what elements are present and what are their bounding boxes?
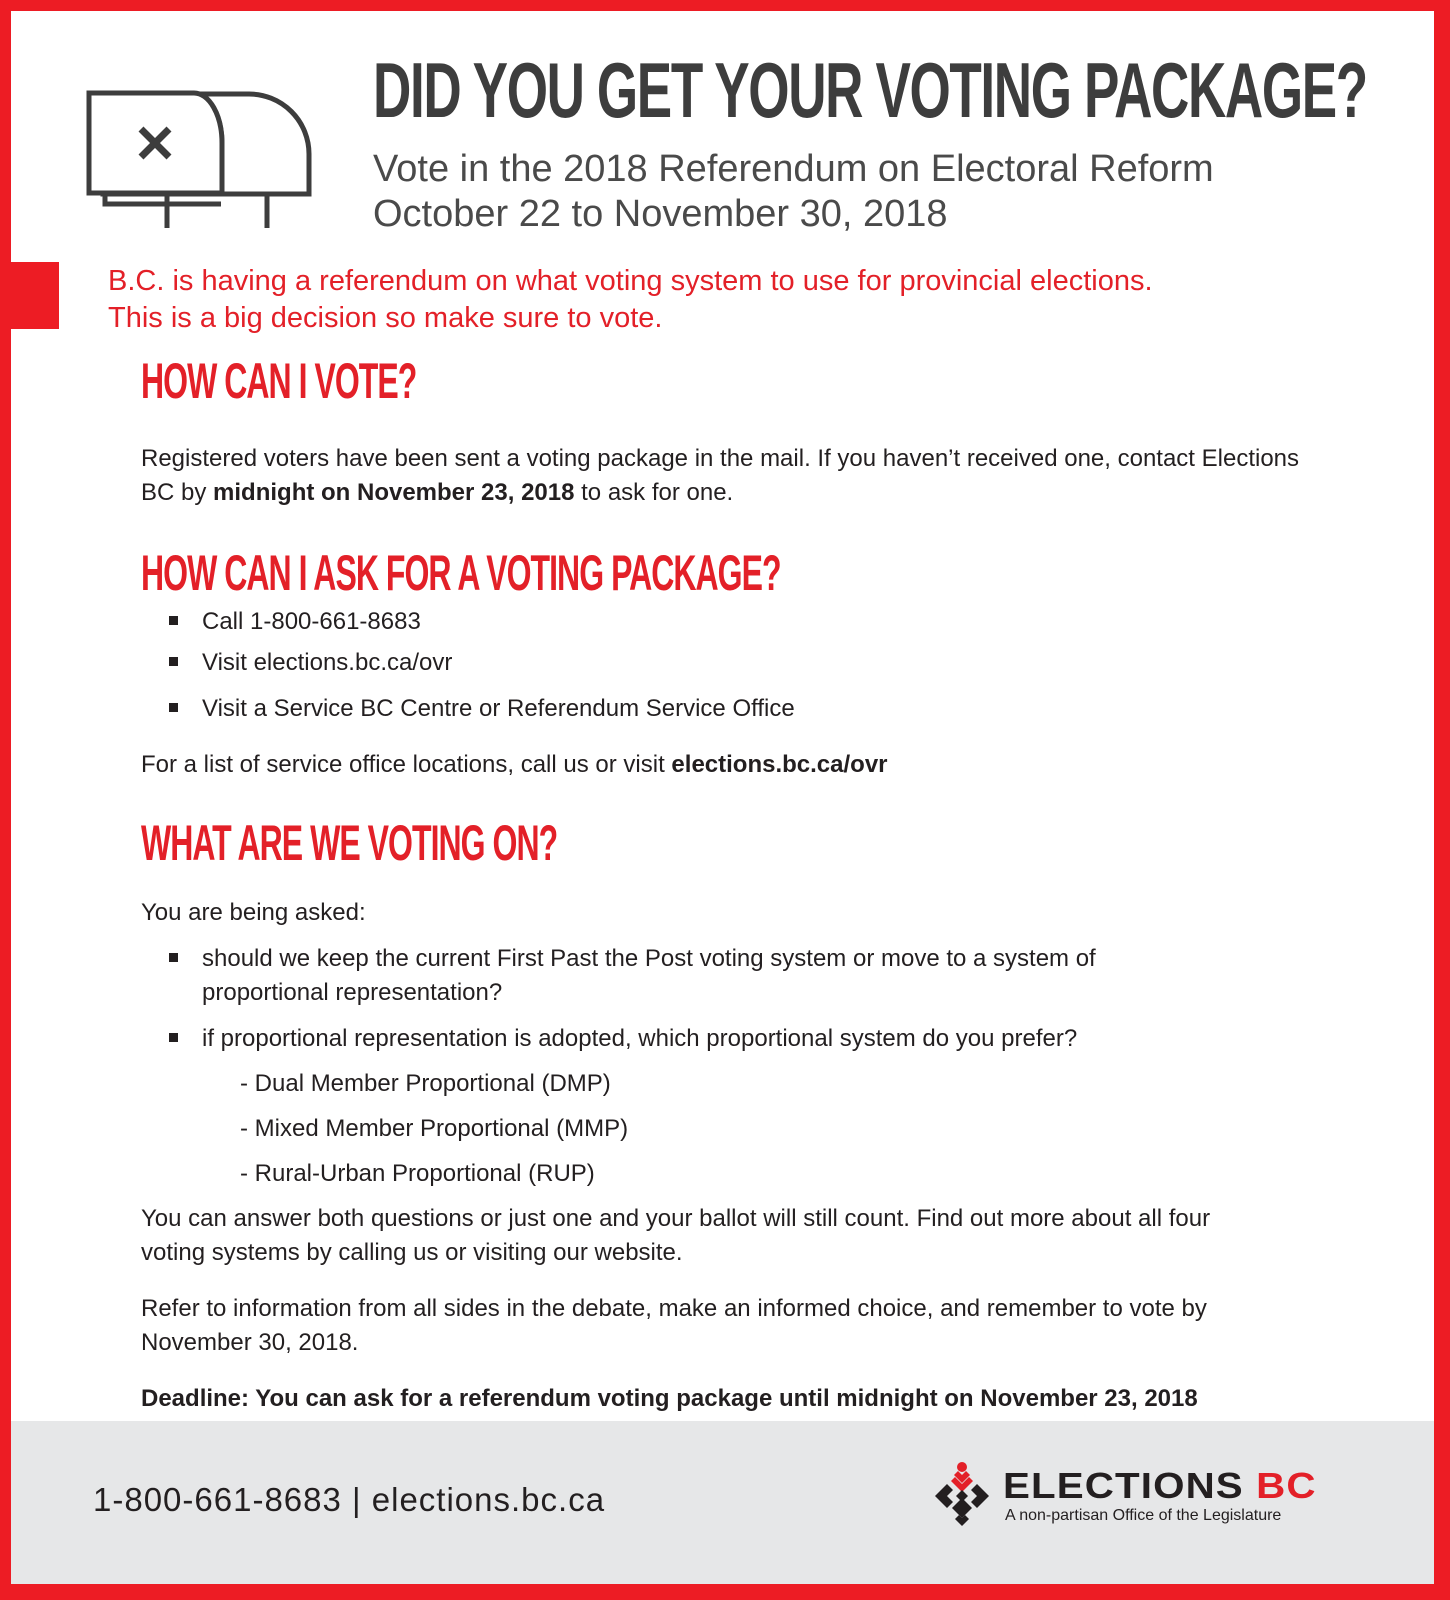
logo-word-elections: ELECTIONS xyxy=(1003,1465,1244,1506)
refer-paragraph: Refer to information from all sides in the debate, make an informed choice, and remember to vote by November 30, 2018. xyxy=(141,1295,1207,1356)
subtitle xyxy=(373,147,1214,237)
locations-text: For a list of service office locations, call us or visit xyxy=(141,751,672,778)
option-dmp: - Dual Member Proportional (DMP) xyxy=(240,1070,611,1097)
intro-line-2: This is a big decision so make sure to vote. xyxy=(108,302,663,334)
footer-bar xyxy=(11,1421,1434,1584)
footer-contact: 1-800-661-8683 | elections.bc.ca xyxy=(93,1481,606,1518)
vote-deadline-bold: midnight on November 23, 2018 xyxy=(213,479,575,506)
heading-what-voting-on: WHAT ARE WE VOTING ON? xyxy=(141,815,558,871)
red-accent-tab xyxy=(11,262,59,329)
option-rup: - Rural-Urban Proportional (RUP) xyxy=(240,1160,595,1187)
heading-how-can-i-vote: HOW CAN I VOTE? xyxy=(141,353,417,409)
elections-bc-logo-icon xyxy=(927,1461,997,1531)
logo-tagline: A non-partisan Office of the Legislature xyxy=(1005,1507,1282,1524)
answer-paragraph: You can answer both questions or just one and your ballot will still count. Find out more about all four voting systems by calling us or visiting our website. xyxy=(141,1205,1211,1266)
ballot-mailbox-icon xyxy=(79,56,329,236)
intro-text xyxy=(108,263,1153,337)
system-options-list xyxy=(240,1067,1321,1191)
subtitle-dates: October 22 to November 30, 2018 xyxy=(373,193,948,235)
bullet-question-1: should we keep the current First Past the Post voting system or move to a system of proportional representation? xyxy=(169,942,1219,1010)
question-bullet-list xyxy=(169,942,1219,1056)
vote-paragraph xyxy=(141,442,1321,510)
locations-link[interactable]: elections.bc.ca/ovr xyxy=(671,751,888,778)
intro-line-1: B.C. is having a referendum on what voting system to use for provincial elections. xyxy=(108,265,1153,297)
main-content xyxy=(141,353,1321,1416)
ask-bullet-list xyxy=(169,605,1321,726)
bullet-visit-office: Visit a Service BC Centre or Referendum Service Office xyxy=(169,692,1321,726)
page-title: DID YOU GET YOUR VOTING PACKAGE? xyxy=(373,46,1367,134)
locations-paragraph xyxy=(141,748,1321,782)
option-mmp: - Mixed Member Proportional (MMP) xyxy=(240,1115,629,1142)
elections-bc-logo xyxy=(927,1461,1367,1541)
logo-wordmark xyxy=(1003,1465,1317,1507)
bullet-question-2: if proportional representation is adopted, which proportional system do you prefer? xyxy=(169,1022,1219,1056)
subtitle-referendum: Vote in the 2018 Referendum on Electoral Reform xyxy=(373,148,1214,190)
bullet-visit-web: Visit elections.bc.ca/ovr xyxy=(169,646,1321,680)
asked-lead: You are being asked: xyxy=(141,899,366,926)
vote-text-end: to ask for one. xyxy=(574,479,734,506)
bullet-call: Call 1-800-661-8683 xyxy=(169,605,1321,639)
heading-ask-package: HOW CAN I ASK FOR A VOTING PACKAGE? xyxy=(141,545,781,601)
poster xyxy=(11,11,1434,1584)
vote-text: Registered voters have been sent a voting package in the mail. If you haven’t received one, contact Elections BC by xyxy=(141,445,1300,506)
logo-word-bc: BC xyxy=(1256,1465,1317,1506)
deadline-notice: Deadline: You can ask for a referendum voting package until midnight on November 23, 2018 xyxy=(141,1385,1198,1412)
